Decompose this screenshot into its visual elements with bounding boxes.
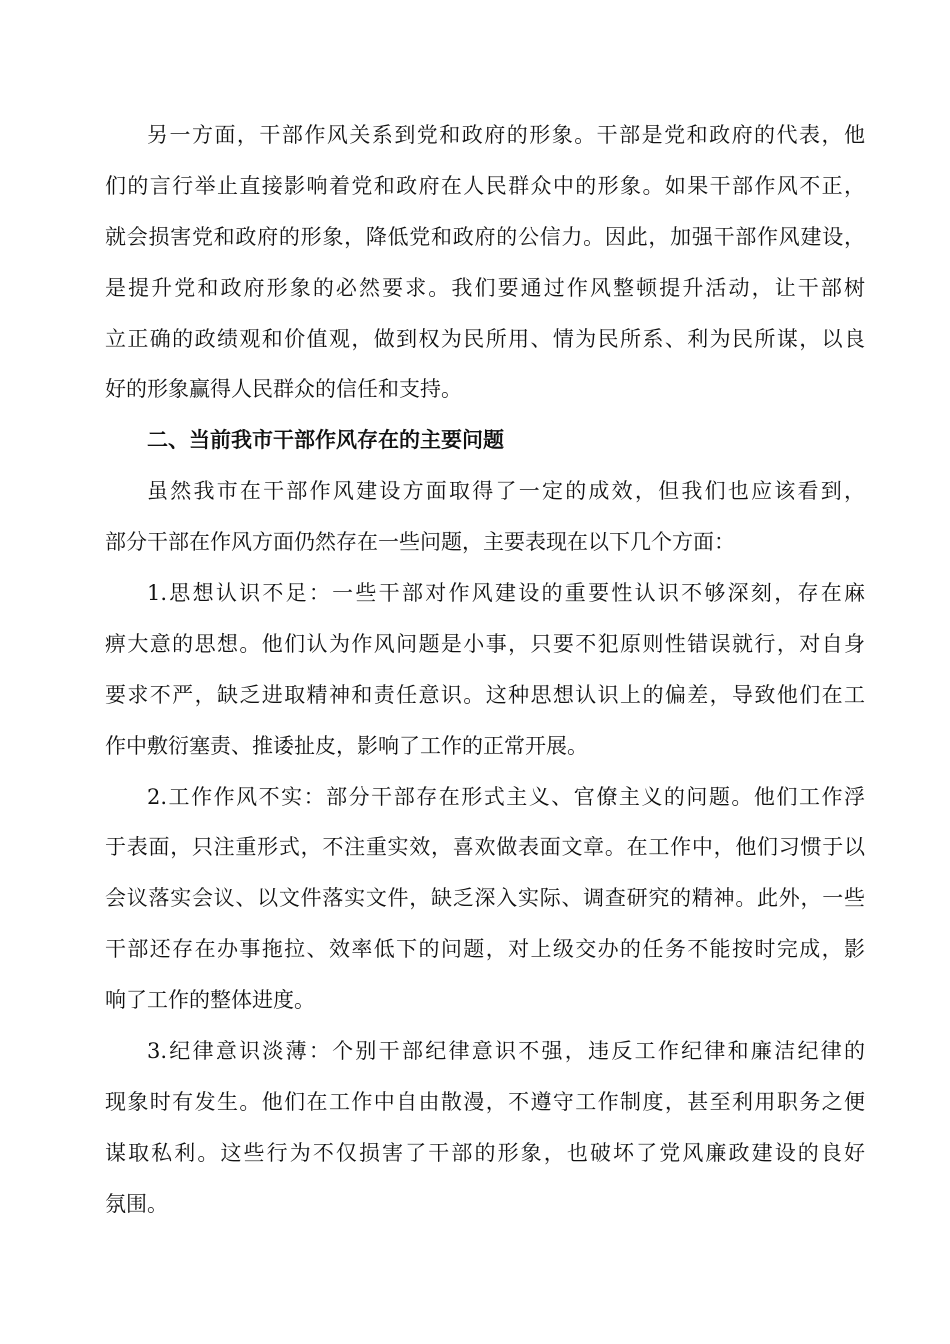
text-line: 们的言行举止直接影响着党和政府在人民群众中的形象。如果干部作风不正， <box>105 173 865 198</box>
text-line: 二、当前我市干部作风存在的主要问题 <box>147 427 504 453</box>
text-line: 谋取私利。这些行为不仅损害了干部的形象，也破坏了党风廉政建设的良好 <box>105 1140 865 1165</box>
text-line: 虽然我市在干部作风建设方面取得了一定的成效，但我们也应该看到， <box>147 479 865 504</box>
text-line: 于表面，只注重形式，不注重实效，喜欢做表面文章。在工作中，他们习惯于以 <box>105 835 865 860</box>
text-line: 现象时有发生。他们在工作中自由散漫，不遵守工作制度，甚至利用职务之便 <box>105 1089 865 1114</box>
text-line: 1.思想认识不足：一些干部对作风建设的重要性认识不够深刻，存在麻 <box>147 581 865 606</box>
paragraph <box>105 110 865 415</box>
text-line: 作中敷衍塞责、推诿扯皮，影响了工作的正常开展。 <box>105 733 588 758</box>
text-line: 2.工作作风不实：部分干部存在形式主义、官僚主义的问题。他们工作浮 <box>147 784 865 809</box>
text-line: 另一方面，干部作风关系到党和政府的形象。干部是党和政府的代表，他 <box>147 123 865 147</box>
text-line: 要求不严，缺乏进取精神和责任意识。这种思想认识上的偏差，导致他们在工 <box>105 682 865 707</box>
text-line: 响了工作的整体进度。 <box>105 988 315 1013</box>
document-page <box>105 110 865 1230</box>
text-line: 是提升党和政府形象的必然要求。我们要通过作风整顿提升活动，让干部树 <box>105 275 865 300</box>
paragraph <box>105 466 865 568</box>
section-heading <box>105 415 865 466</box>
paragraph <box>105 1026 865 1230</box>
text-line: 就会损害党和政府的形象，降低党和政府的公信力。因此，加强干部作风建设， <box>105 224 865 249</box>
text-line: 痹大意的思想。他们认为作风问题是小事，只要不犯原则性错误就行，对自身 <box>105 631 865 656</box>
text-line: 好的形象赢得人民群众的信任和支持。 <box>105 377 462 402</box>
paragraph <box>105 568 865 772</box>
text-line: 立正确的政绩观和价值观，做到权为民所用、情为民所系、利为民所谋，以良 <box>105 326 865 351</box>
text-line: 部分干部在作风方面仍然存在一些问题，主要表现在以下几个方面： <box>105 530 735 555</box>
paragraph <box>105 772 865 1026</box>
text-line: 3.纪律意识淡薄：个别干部纪律意识不强，违反工作纪律和廉洁纪律的 <box>147 1039 865 1064</box>
text-line: 氛围。 <box>105 1191 168 1216</box>
text-line: 干部还存在办事拖拉、效率低下的问题，对上级交办的任务不能按时完成，影 <box>105 937 865 962</box>
text-line: 会议落实会议、以文件落实文件，缺乏深入实际、调查研究的精神。此外，一些 <box>105 886 865 911</box>
